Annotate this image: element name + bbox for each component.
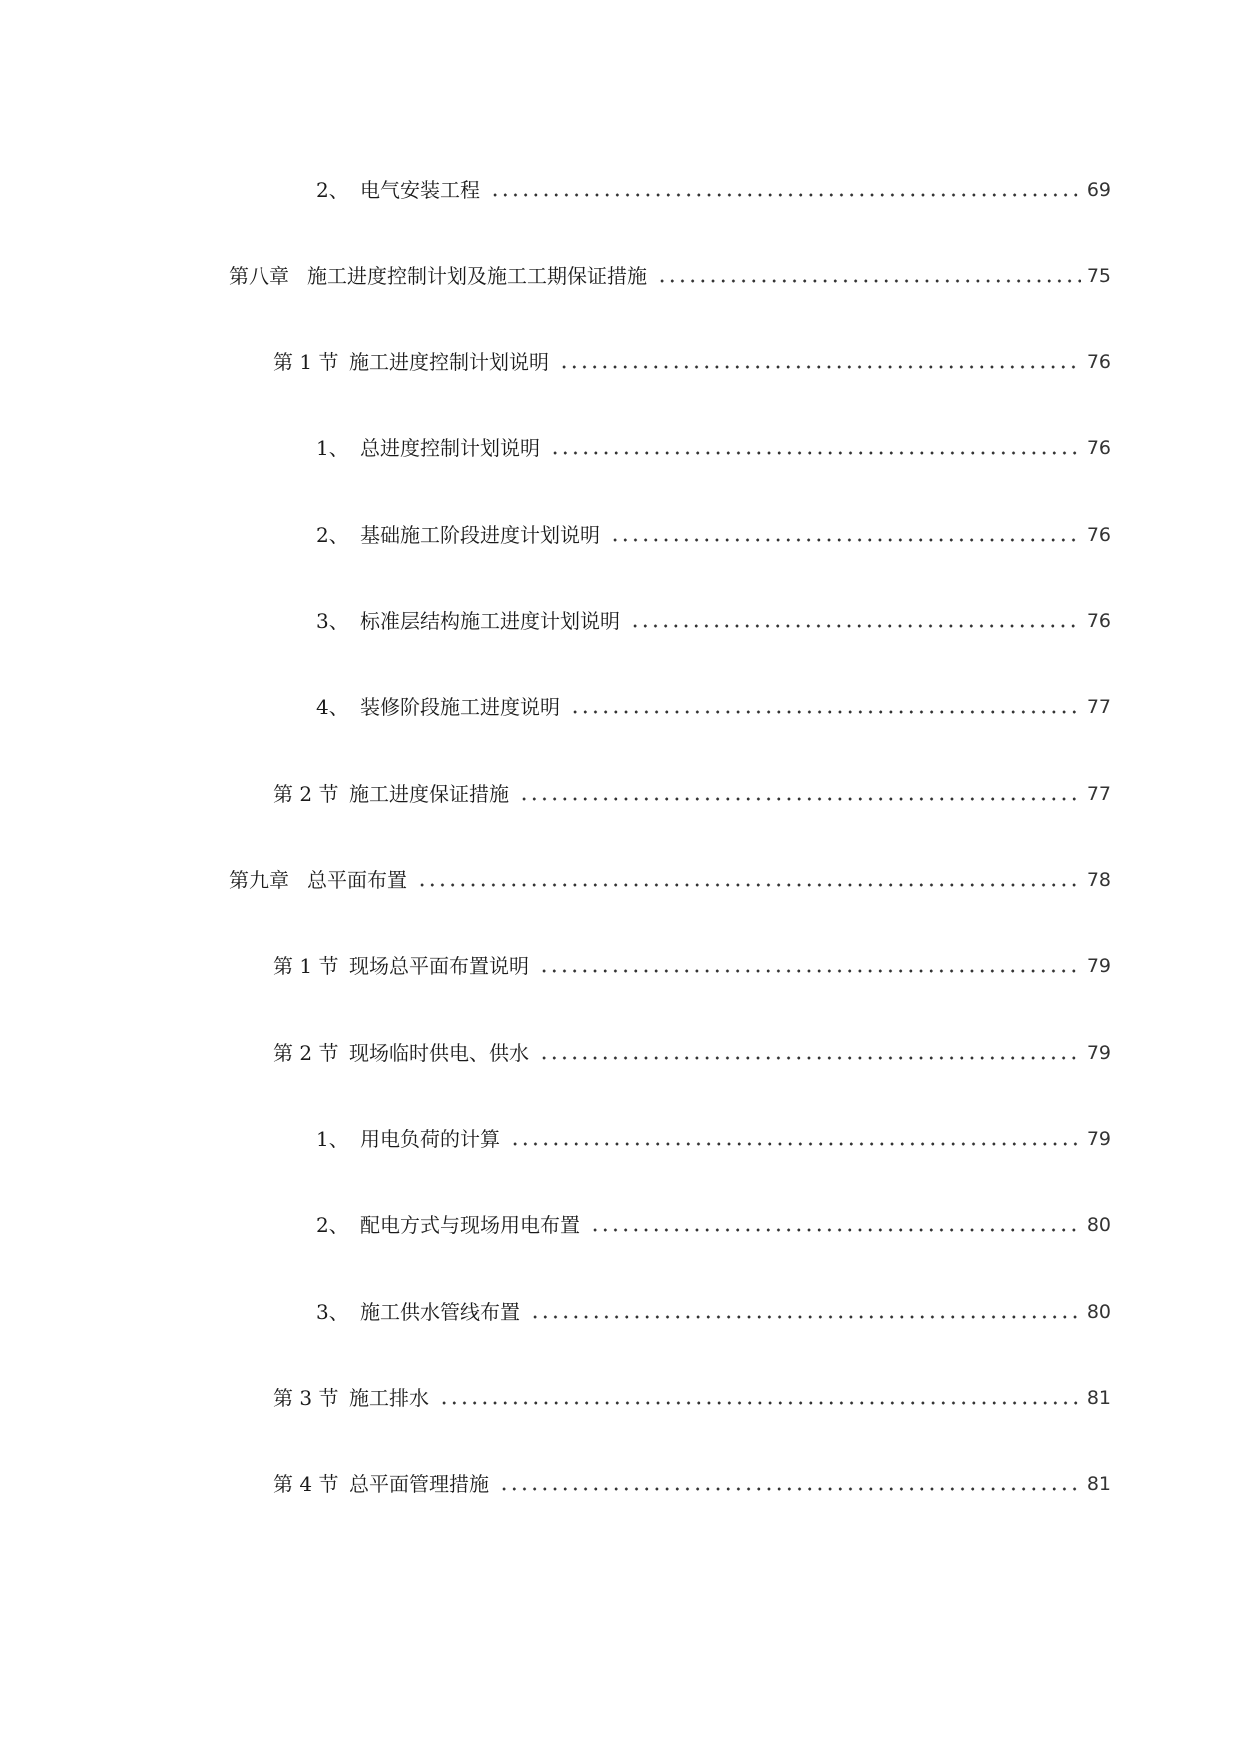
dot-leader xyxy=(490,173,1081,207)
toc-entry-title: 施工供水管线布置 xyxy=(360,1300,520,1324)
dot-leader xyxy=(519,777,1081,811)
toc-entry-title: 总平面布置 xyxy=(307,868,407,892)
toc-entry[interactable] xyxy=(273,1381,1111,1415)
toc-entry[interactable] xyxy=(273,1467,1111,1501)
dot-leader xyxy=(539,949,1081,983)
toc-entry-title: 配电方式与现场用电布置 xyxy=(360,1213,580,1237)
dot-leader xyxy=(530,1295,1081,1329)
toc-entry-page: 81 xyxy=(1086,1473,1111,1495)
toc-entry[interactable] xyxy=(316,690,1111,724)
toc-entry-title: 标准层结构施工进度计划说明 xyxy=(360,609,620,633)
toc-entry-number: 第 1 节 xyxy=(273,350,339,374)
toc-entry[interactable] xyxy=(273,777,1111,811)
toc-entry-page: 76 xyxy=(1086,610,1111,632)
toc-entry-title: 施工进度控制计划说明 xyxy=(349,350,549,374)
toc-entry[interactable] xyxy=(316,518,1111,552)
toc-entry-title: 现场临时供电、供水 xyxy=(349,1041,529,1065)
dot-leader xyxy=(417,863,1081,897)
toc-entry-number: 第 2 节 xyxy=(273,782,339,806)
toc-entry-page: 78 xyxy=(1086,869,1111,891)
toc-entry-page: 76 xyxy=(1086,437,1111,459)
toc-entry-number: 1、 xyxy=(316,1127,349,1151)
toc-entry-number: 第 3 节 xyxy=(273,1386,339,1410)
toc-entry-title: 施工进度保证措施 xyxy=(349,782,509,806)
dot-leader xyxy=(439,1381,1081,1415)
toc-entry-page: 79 xyxy=(1086,1128,1111,1150)
dot-leader xyxy=(539,1036,1081,1070)
toc-entry-number: 1、 xyxy=(316,436,349,460)
toc-entry-number: 2、 xyxy=(316,178,349,202)
toc-entry-title: 电气安装工程 xyxy=(360,178,480,202)
toc-entry[interactable] xyxy=(273,345,1111,379)
toc-entry-title: 现场总平面布置说明 xyxy=(349,954,529,978)
dot-leader xyxy=(630,604,1081,638)
dot-leader xyxy=(610,518,1081,552)
toc-entry[interactable] xyxy=(229,863,1111,897)
toc-entry[interactable] xyxy=(316,1122,1111,1156)
toc-entry[interactable] xyxy=(316,431,1111,465)
dot-leader xyxy=(570,690,1081,724)
toc-entry-number: 4、 xyxy=(316,695,349,719)
toc-entry-number: 3、 xyxy=(316,1300,349,1324)
toc-entry[interactable] xyxy=(316,173,1111,207)
dot-leader xyxy=(657,259,1081,293)
toc-entry-page: 69 xyxy=(1086,179,1111,201)
toc-entry-title: 装修阶段施工进度说明 xyxy=(360,695,560,719)
dot-leader xyxy=(499,1467,1081,1501)
toc-entry-number: 3、 xyxy=(316,609,349,633)
toc-entry-title: 基础施工阶段进度计划说明 xyxy=(360,523,600,547)
dot-leader xyxy=(510,1122,1081,1156)
toc-entry-page: 77 xyxy=(1086,696,1111,718)
toc-entry[interactable] xyxy=(273,949,1111,983)
toc-entry[interactable] xyxy=(316,1295,1111,1329)
toc-entry-title: 总平面管理措施 xyxy=(349,1472,489,1496)
toc-entry[interactable] xyxy=(316,604,1111,638)
toc-entry[interactable] xyxy=(273,1036,1111,1070)
toc-entry-number: 第 1 节 xyxy=(273,954,339,978)
toc-entry-number: 第八章 xyxy=(229,264,289,288)
toc-entry-title: 施工排水 xyxy=(349,1386,429,1410)
toc-entry-page: 81 xyxy=(1086,1387,1111,1409)
toc-entry-page: 79 xyxy=(1086,1042,1111,1064)
toc-entry-number: 第 4 节 xyxy=(273,1472,339,1496)
toc-entry-page: 77 xyxy=(1086,783,1111,805)
toc-entry-page: 76 xyxy=(1086,351,1111,373)
toc-entry-page: 79 xyxy=(1086,955,1111,977)
dot-leader xyxy=(559,345,1081,379)
toc-entry-page: 80 xyxy=(1086,1214,1111,1236)
toc-entry-title: 总进度控制计划说明 xyxy=(360,436,540,460)
toc-entry[interactable] xyxy=(229,259,1111,293)
dot-leader xyxy=(550,431,1081,465)
toc-entry-number: 第 2 节 xyxy=(273,1041,339,1065)
toc-entry[interactable] xyxy=(316,1208,1111,1242)
toc-entry-number: 第九章 xyxy=(229,868,289,892)
toc-entry-title: 施工进度控制计划及施工工期保证措施 xyxy=(307,264,647,288)
toc-entry-number: 2、 xyxy=(316,523,349,547)
toc-entry-page: 76 xyxy=(1086,524,1111,546)
toc-entry-page: 75 xyxy=(1086,265,1111,287)
toc-entry-number: 2、 xyxy=(316,1213,349,1237)
dot-leader xyxy=(590,1208,1081,1242)
toc-entry-page: 80 xyxy=(1086,1301,1111,1323)
toc-entry-title: 用电负荷的计算 xyxy=(360,1127,500,1151)
